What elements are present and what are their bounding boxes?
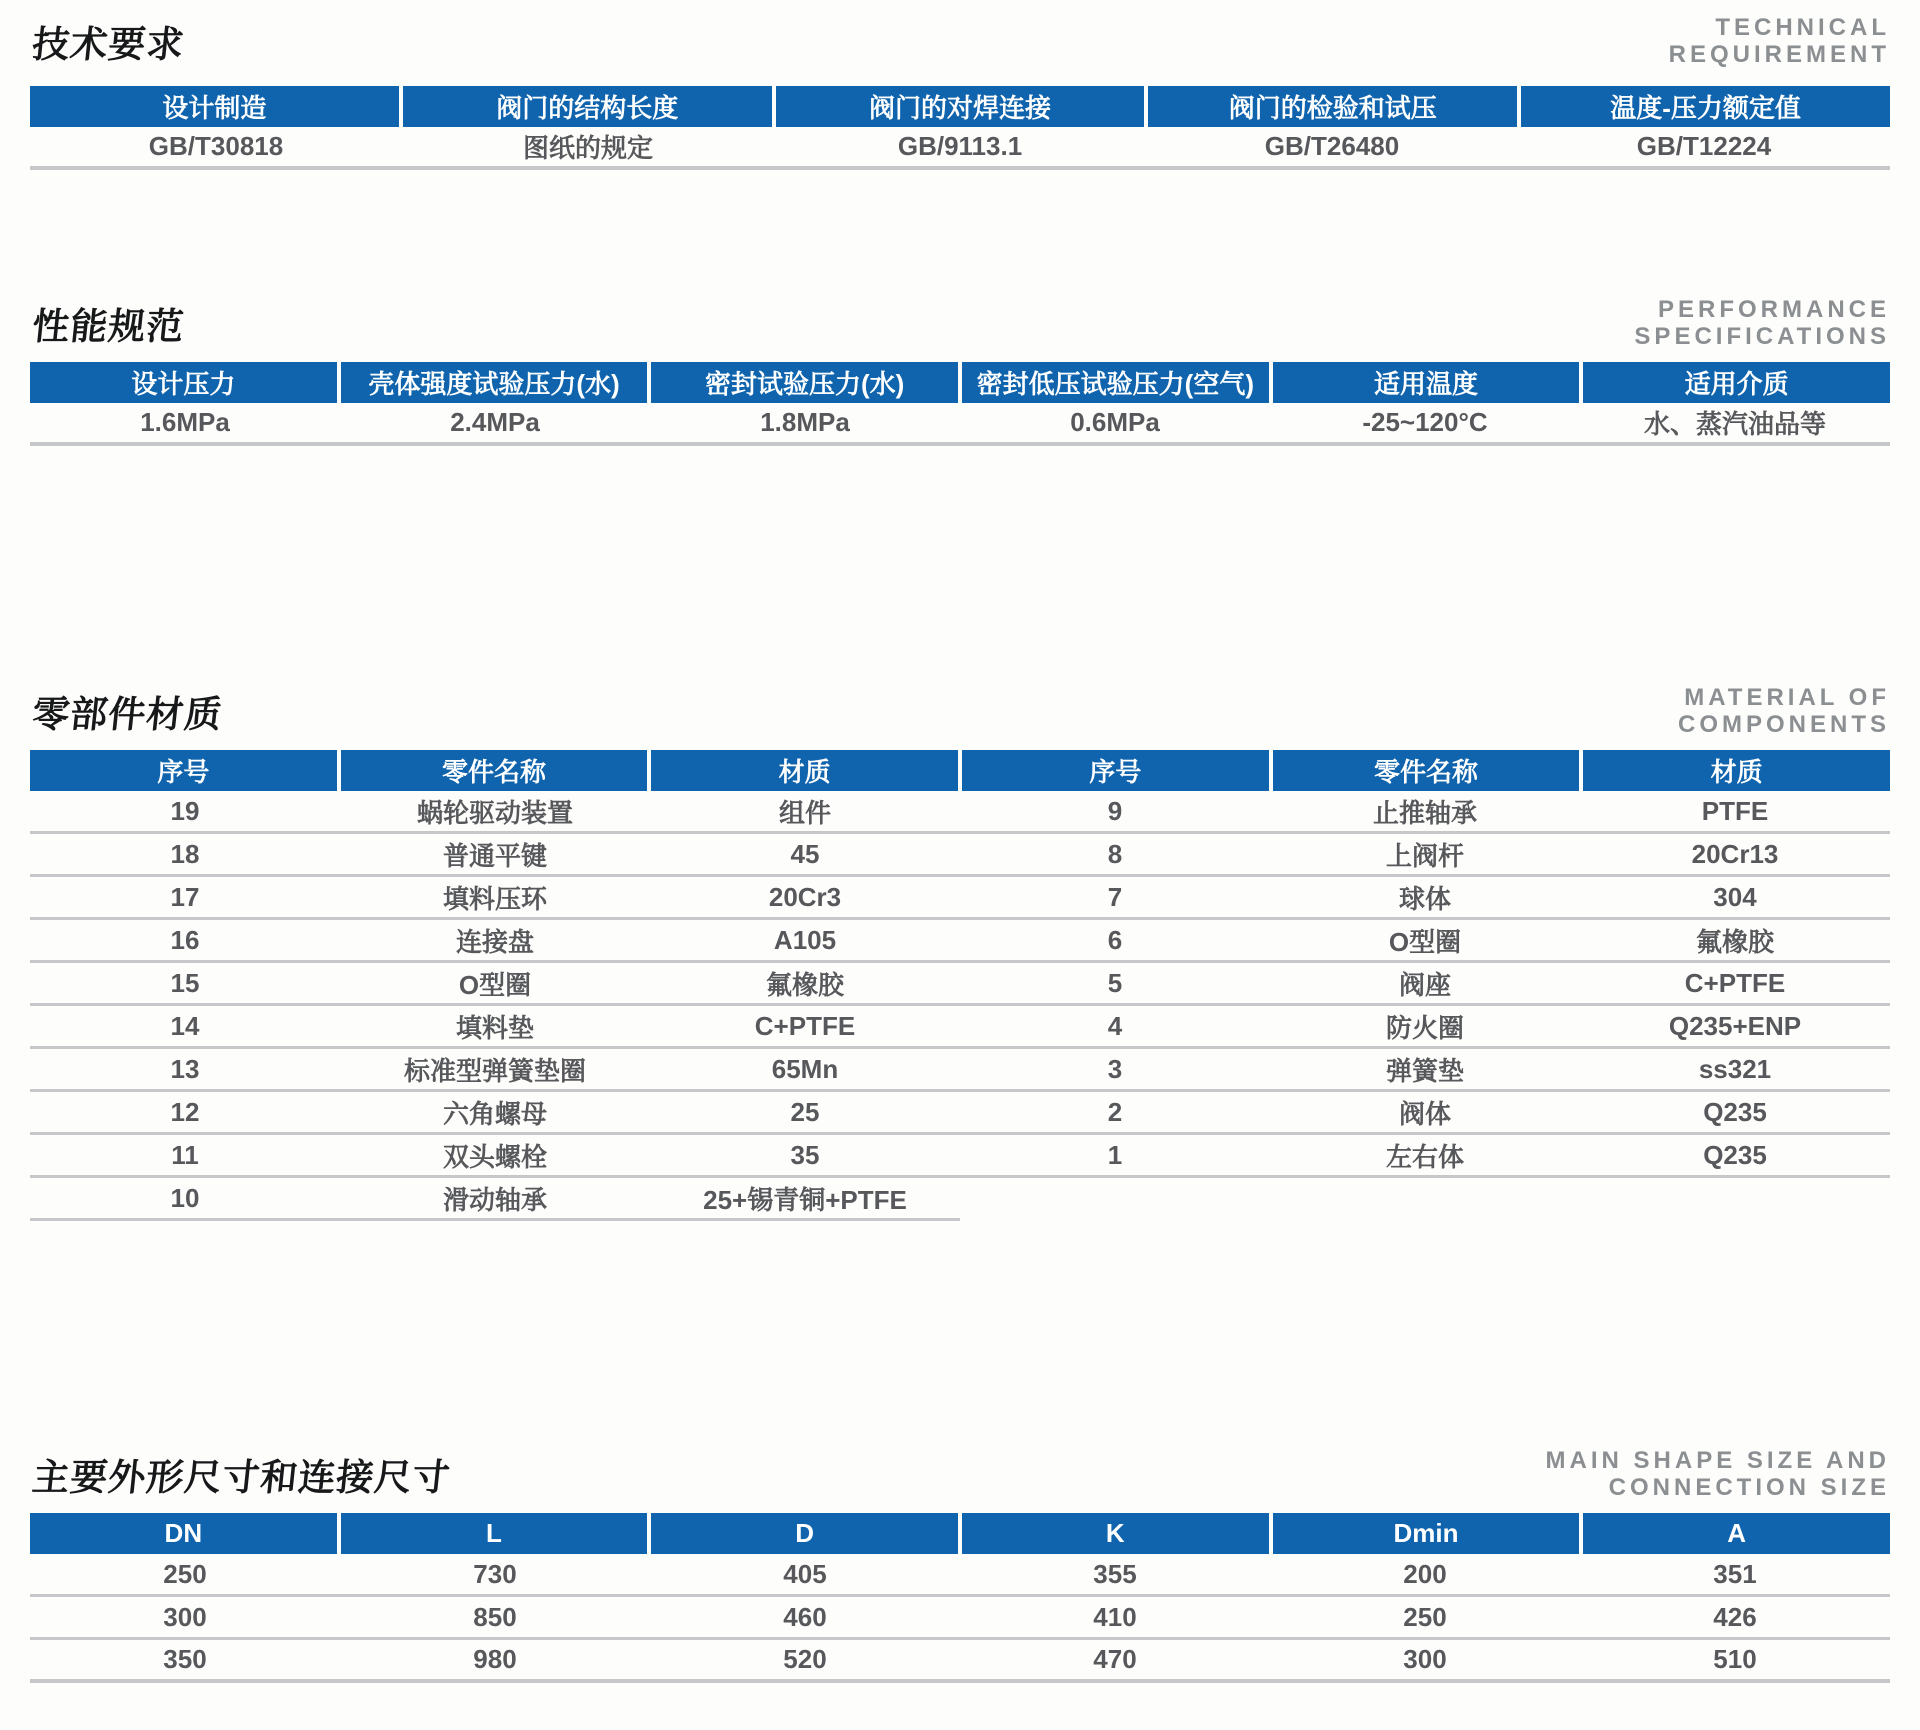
section-header [30, 684, 1890, 738]
table-cell: 填料压环 [340, 877, 650, 920]
table-header-row [30, 750, 1890, 791]
table-cell: 35 [650, 1135, 960, 1178]
table-cell: ss321 [1580, 1049, 1890, 1092]
table-cell: -25~120°C [1270, 403, 1580, 446]
table-cell: 8 [960, 834, 1270, 877]
column-header: L [341, 1513, 648, 1554]
table-cell: 12 [30, 1092, 340, 1135]
table-cell [1580, 1178, 1890, 1221]
table-cell: Q235 [1580, 1092, 1890, 1135]
table-cell: 25 [650, 1092, 960, 1135]
table-cell: 六角螺母 [340, 1092, 650, 1135]
table-row [30, 1006, 1890, 1049]
table-cell: 405 [650, 1554, 960, 1597]
table-cell: 弹簧垫 [1270, 1049, 1580, 1092]
table-cell: 2 [960, 1092, 1270, 1135]
table-cell: Q235 [1580, 1135, 1890, 1178]
column-header: D [651, 1513, 958, 1554]
section-technical-requirement [30, 14, 1890, 170]
table-cell: 双头螺栓 [340, 1135, 650, 1178]
table-cell [1270, 1178, 1580, 1221]
section-title-en [1678, 684, 1890, 738]
table-cell: GB/T26480 [1146, 127, 1518, 170]
table-cell: 14 [30, 1006, 340, 1049]
column-header: 密封低压试验压力(空气) [962, 362, 1269, 403]
table-row [30, 403, 1890, 446]
table-cell: 520 [650, 1640, 960, 1683]
table-cell: 10 [30, 1178, 340, 1221]
main-shape-size-table [30, 1513, 1890, 1683]
table-cell: 18 [30, 834, 340, 877]
table-cell: 上阀杆 [1270, 834, 1580, 877]
technical-requirement-table [30, 86, 1890, 170]
table-cell: 470 [960, 1640, 1270, 1683]
column-header: 零件名称 [1273, 750, 1580, 791]
table-header-row [30, 86, 1890, 127]
table-cell: 6 [960, 920, 1270, 963]
table-cell: 阀体 [1270, 1092, 1580, 1135]
table-cell: 350 [30, 1640, 340, 1683]
table-cell: 左右体 [1270, 1135, 1580, 1178]
table-cell: 2.4MPa [340, 403, 650, 446]
table-cell: 250 [1270, 1597, 1580, 1640]
table-cell: 980 [340, 1640, 650, 1683]
table-row [30, 1554, 1890, 1597]
table-row [30, 834, 1890, 877]
section-material-of-components [30, 684, 1890, 1221]
table-cell [960, 1178, 1270, 1221]
column-header: 序号 [962, 750, 1269, 791]
table-cell: 5 [960, 963, 1270, 1006]
section-header [30, 296, 1890, 350]
section-title-en-line: TECHNICAL [1715, 14, 1890, 41]
table-row [30, 791, 1890, 834]
table-cell: 防火圈 [1270, 1006, 1580, 1049]
table-cell: C+PTFE [650, 1006, 960, 1049]
table-cell: 蜗轮驱动装置 [340, 791, 650, 834]
table-cell: 滑动轴承 [340, 1178, 650, 1221]
table-cell: 标准型弹簧垫圈 [340, 1049, 650, 1092]
table-cell: 45 [650, 834, 960, 877]
table-cell: 组件 [650, 791, 960, 834]
table-cell: GB/T12224 [1518, 127, 1890, 170]
table-cell: PTFE [1580, 791, 1890, 834]
table-cell: 水、蒸汽油品等 [1580, 403, 1890, 446]
table-cell: 9 [960, 791, 1270, 834]
column-header: 设计压力 [30, 362, 337, 403]
table-row [30, 1178, 1890, 1221]
table-cell: 13 [30, 1049, 340, 1092]
table-cell: 300 [30, 1597, 340, 1640]
section-main-shape-size [30, 1447, 1890, 1683]
table-cell: 250 [30, 1554, 340, 1597]
table-row [30, 920, 1890, 963]
table-cell: 0.6MPa [960, 403, 1270, 446]
table-row [30, 1092, 1890, 1135]
column-header: 壳体强度试验压力(水) [341, 362, 648, 403]
table-cell: 200 [1270, 1554, 1580, 1597]
table-cell: 19 [30, 791, 340, 834]
table-cell: 7 [960, 877, 1270, 920]
table-cell: 355 [960, 1554, 1270, 1597]
table-cell: 20Cr3 [650, 877, 960, 920]
performance-specifications-table [30, 362, 1890, 446]
section-title-en [1669, 14, 1890, 68]
table-cell: 3 [960, 1049, 1270, 1092]
table-cell: O型圈 [340, 963, 650, 1006]
section-title-en [1546, 1447, 1890, 1501]
column-header: 材质 [1583, 750, 1890, 791]
table-cell: 球体 [1270, 877, 1580, 920]
column-header: 序号 [30, 750, 337, 791]
table-cell: 止推轴承 [1270, 791, 1580, 834]
section-title-cn: 零部件材质 [30, 694, 225, 735]
table-cell: 460 [650, 1597, 960, 1640]
column-header: A [1583, 1513, 1890, 1554]
section-title-en-line: COMPONENTS [1677, 711, 1890, 738]
table-cell: 图纸的规定 [402, 127, 774, 170]
section-title-en [1634, 296, 1890, 350]
section-title-cn: 性能规范 [30, 306, 187, 347]
table-cell: 426 [1580, 1597, 1890, 1640]
table-cell: 4 [960, 1006, 1270, 1049]
table-cell: 连接盘 [340, 920, 650, 963]
table-row [30, 963, 1890, 1006]
table-cell: 普通平键 [340, 834, 650, 877]
section-title-en-line: MAIN SHAPE SIZE AND [1545, 1447, 1890, 1474]
table-cell: 17 [30, 877, 340, 920]
table-cell: 15 [30, 963, 340, 1006]
table-cell: C+PTFE [1580, 963, 1890, 1006]
table-cell: 1.6MPa [30, 403, 340, 446]
table-cell: 填料垫 [340, 1006, 650, 1049]
table-row [30, 1597, 1890, 1640]
table-cell: 65Mn [650, 1049, 960, 1092]
table-cell: 11 [30, 1135, 340, 1178]
table-cell: 氟橡胶 [1580, 920, 1890, 963]
table-cell: GB/T30818 [30, 127, 402, 170]
column-header: Dmin [1273, 1513, 1580, 1554]
table-cell: 阀座 [1270, 963, 1580, 1006]
table-row [30, 127, 1890, 170]
section-title-en-line: SPECIFICATIONS [1634, 323, 1890, 350]
section-header [30, 14, 1890, 68]
section-title-en-line: PERFORMANCE [1657, 296, 1890, 323]
column-header: 阀门的结构长度 [403, 86, 772, 127]
section-title-en-line: CONNECTION SIZE [1608, 1474, 1890, 1501]
table-row [30, 1135, 1890, 1178]
section-title-en-line: MATERIAL OF [1684, 684, 1890, 711]
column-header: DN [30, 1513, 337, 1554]
section-title-en-line: REQUIREMENT [1668, 41, 1890, 68]
section-title-cn: 技术要求 [30, 24, 187, 65]
table-cell: 16 [30, 920, 340, 963]
table-cell: 25+锡青铜+PTFE [650, 1178, 960, 1221]
column-header: 零件名称 [341, 750, 648, 791]
material-of-components-table [30, 750, 1890, 1221]
table-row [30, 1049, 1890, 1092]
table-cell: 410 [960, 1597, 1270, 1640]
table-cell: 1.8MPa [650, 403, 960, 446]
table-cell: O型圈 [1270, 920, 1580, 963]
table-cell: 850 [340, 1597, 650, 1640]
table-cell: 氟橡胶 [650, 963, 960, 1006]
table-cell: 1 [960, 1135, 1270, 1178]
table-row [30, 1640, 1890, 1683]
table-row [30, 877, 1890, 920]
table-cell: 510 [1580, 1640, 1890, 1683]
table-cell: 304 [1580, 877, 1890, 920]
column-header: 适用温度 [1273, 362, 1580, 403]
column-header: 阀门的对焊连接 [776, 86, 1145, 127]
column-header: 阀门的检验和试压 [1148, 86, 1517, 127]
table-header-row [30, 362, 1890, 403]
table-cell: 300 [1270, 1640, 1580, 1683]
table-header-row [30, 1513, 1890, 1554]
column-header: K [962, 1513, 1269, 1554]
table-cell: A105 [650, 920, 960, 963]
column-header: 密封试验压力(水) [651, 362, 958, 403]
section-title-cn: 主要外形尺寸和连接尺寸 [30, 1457, 453, 1498]
column-header: 设计制造 [30, 86, 399, 127]
table-cell: 730 [340, 1554, 650, 1597]
section-header [30, 1447, 1890, 1501]
table-cell: 351 [1580, 1554, 1890, 1597]
column-header: 适用介质 [1583, 362, 1890, 403]
table-cell: Q235+ENP [1580, 1006, 1890, 1049]
table-cell: 20Cr13 [1580, 834, 1890, 877]
column-header: 材质 [651, 750, 958, 791]
section-performance-specifications [30, 296, 1890, 446]
column-header: 温度-压力额定值 [1521, 86, 1890, 127]
table-cell: GB/9113.1 [774, 127, 1146, 170]
